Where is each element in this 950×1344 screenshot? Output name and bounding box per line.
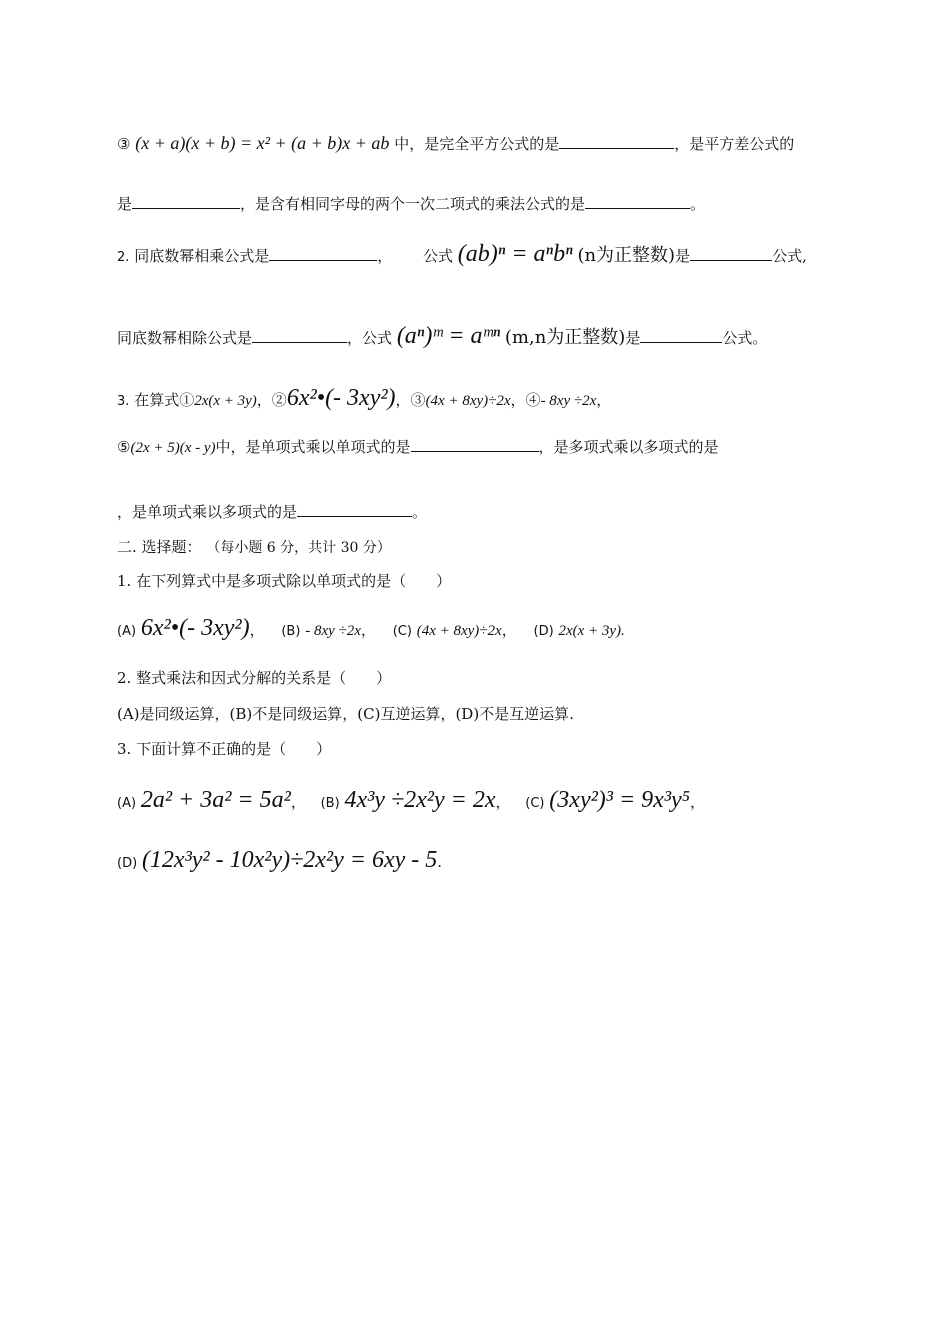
mcq1-options xyxy=(117,614,838,643)
text-segment: 公式, xyxy=(772,247,807,265)
text-segment: ，④ xyxy=(510,391,541,409)
text-segment: 公式。 xyxy=(722,329,768,347)
option-d-label[interactable]: (D) xyxy=(117,856,138,871)
option-d[interactable]: 2x(x + 3y). xyxy=(558,623,625,639)
mcq3-stem: 3. 下面计算不正确的是（ ） xyxy=(117,740,332,758)
power-of-power-formula: (aⁿ)ᵐ = aᵐⁿ xyxy=(396,323,501,349)
option-d[interactable]: (12x³y² - 10x²y)÷2x²y = 6xy - 5 xyxy=(141,847,438,873)
separator: ， xyxy=(360,621,376,639)
option-b-label[interactable]: (B) xyxy=(320,796,340,811)
option-b-label[interactable]: (B) xyxy=(281,624,301,639)
expression-3: (4x + 8xy)÷2x xyxy=(425,393,511,409)
section-title: 二. 选择题： xyxy=(117,538,202,556)
separator: ， xyxy=(501,621,517,639)
text-segment: 是 xyxy=(117,195,133,213)
option-a-label[interactable]: (A) xyxy=(117,624,137,639)
option-c[interactable]: (4x + 8xy)÷2x xyxy=(416,623,502,639)
expression-2: 6x²•(- 3xy²) xyxy=(286,385,396,411)
question-number: 3. xyxy=(117,394,130,409)
answer-blank[interactable] xyxy=(297,502,412,517)
section2-heading xyxy=(117,538,838,557)
text-segment: 。 xyxy=(690,195,706,213)
text-segment: 同底数幂相除公式是 xyxy=(117,329,253,347)
q2-line2 xyxy=(117,322,838,351)
text-segment: 。 xyxy=(412,503,428,521)
expression-1: 2x(x + 3y) xyxy=(194,393,257,409)
separator: ， xyxy=(690,793,706,811)
separator: ， xyxy=(290,793,306,811)
separator: . xyxy=(437,853,443,871)
text-segment: ， xyxy=(596,391,612,409)
power-of-product-formula: (ab)ⁿ = aⁿbⁿ xyxy=(457,241,573,267)
question-number: 2. xyxy=(117,250,130,265)
answer-blank[interactable] xyxy=(585,194,690,209)
item3-formula: (x + a)(x + b) = x² + (a + b)x + ab xyxy=(135,133,390,153)
q3-line3 xyxy=(117,502,838,521)
separator: ， xyxy=(495,793,511,811)
text-segment: 是 xyxy=(625,329,641,347)
text-segment: 在算式① xyxy=(134,391,195,409)
mcq2-stem: 2. 整式乘法和因式分解的关系是（ ） xyxy=(117,669,392,687)
answer-blank[interactable] xyxy=(132,194,240,209)
q3-line2 xyxy=(117,437,838,457)
text-segment: ， xyxy=(377,247,393,265)
text-segment: ，是含有相同字母的两个一次二项式的乘法公式的是 xyxy=(240,195,586,213)
expression-5: (2x + 5)(x - y) xyxy=(130,440,216,456)
item3-line1 xyxy=(117,133,838,155)
text-segment: ，是单项式乘以多项式的是 xyxy=(117,503,298,521)
text-segment: ，③ xyxy=(395,391,426,409)
option-a[interactable]: 2a² + 3a² = 5a² xyxy=(140,787,291,813)
section-note: （每小题 6 分，共计 30 分） xyxy=(206,540,391,556)
separator: ， xyxy=(249,621,265,639)
answer-blank[interactable] xyxy=(690,246,772,261)
q3-line1 xyxy=(117,384,838,413)
text-segment: 公式 xyxy=(423,247,454,265)
text-segment: ，是平方差公式的 xyxy=(674,135,795,153)
text-segment: ，② xyxy=(256,391,287,409)
text-segment: 同底数幂相乘公式是 xyxy=(134,247,270,265)
formula-condition: (n为正整数) xyxy=(577,245,676,266)
option-b[interactable]: - 8xy ÷2x xyxy=(305,623,361,639)
answer-blank[interactable] xyxy=(252,328,347,343)
mcq3-options-row2 xyxy=(117,846,838,875)
item3-line2 xyxy=(117,194,838,213)
option-a-label[interactable]: (A) xyxy=(117,796,137,811)
mcq3-options-row1 xyxy=(117,786,838,815)
option-c-label[interactable]: (C) xyxy=(525,796,545,811)
option-c-label[interactable]: (C) xyxy=(392,624,412,639)
text-segment: ，公式 xyxy=(347,329,393,347)
text-segment: ，是多项式乘以多项式的是 xyxy=(538,438,719,456)
mcq1-stem: 1. 在下列算式中是多项式除以单项式的是（ ） xyxy=(117,572,452,590)
text-segment: 中，是完全平方公式的是 xyxy=(394,135,560,153)
text-segment: 中，是单项式乘以单项式的是 xyxy=(215,438,411,456)
option-c[interactable]: (3xy²)³ = 9x³y⁵ xyxy=(549,787,691,813)
item-number: ⑤ xyxy=(117,438,131,456)
answer-blank[interactable] xyxy=(640,328,722,343)
answer-blank[interactable] xyxy=(411,437,539,452)
answer-blank[interactable] xyxy=(559,134,674,149)
formula-condition: (m,n为正整数) xyxy=(504,327,626,348)
option-d-label[interactable]: (D) xyxy=(533,624,554,639)
option-a[interactable]: 6x²•(- 3xy²) xyxy=(140,615,250,641)
item3-number: ③ xyxy=(117,135,131,153)
mcq2-options[interactable]: (A)是同级运算，(B)不是同级运算，(C)互逆运算，(D)不是互逆运算. xyxy=(117,705,574,723)
text-segment: 是 xyxy=(675,247,691,265)
answer-blank[interactable] xyxy=(269,246,377,261)
expression-4: - 8xy ÷2x xyxy=(540,393,597,409)
option-b[interactable]: 4x³y ÷2x²y = 2x xyxy=(344,787,496,813)
q2-line1 xyxy=(117,240,838,269)
